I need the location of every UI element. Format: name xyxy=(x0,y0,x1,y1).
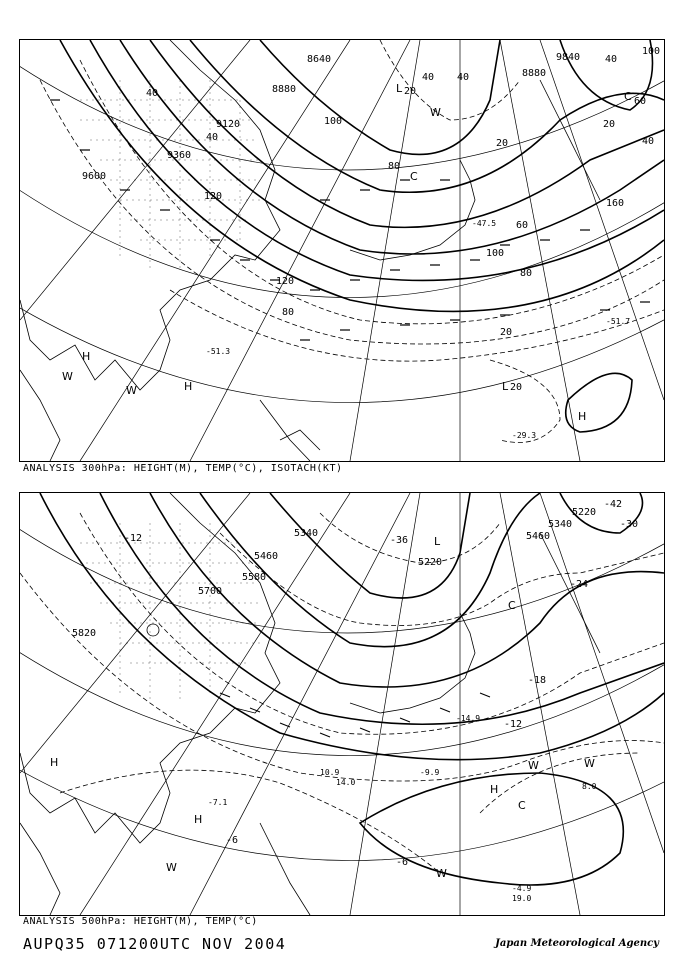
cold-marker: C xyxy=(518,799,526,812)
station-value: 19.0 xyxy=(512,894,532,903)
height-label: 8880 xyxy=(272,84,297,95)
coastline xyxy=(20,493,600,915)
isotach-label: 100 xyxy=(642,46,661,57)
isotach-label: 100 xyxy=(324,116,343,127)
warm-marker: W xyxy=(62,370,73,383)
temp-label: -30 xyxy=(620,519,639,530)
station-value: 14.0 xyxy=(336,778,356,787)
high-marker: H xyxy=(578,410,587,423)
temp-label: -6 xyxy=(226,835,239,846)
caption-500hpa: ANALYSIS 500hPa: HEIGHT(M), TEMP(°C) xyxy=(23,916,258,927)
isotach-label: 100 xyxy=(486,248,505,259)
high-marker: H xyxy=(194,813,203,826)
isotach-label: 60 xyxy=(634,96,647,107)
warm-marker: W xyxy=(166,861,177,874)
height-label: 8880 xyxy=(522,68,547,79)
isotach-label: 120 xyxy=(204,191,223,202)
height-label: 5820 xyxy=(72,628,97,639)
isotach-label: 20 xyxy=(500,327,513,338)
warm-marker: W xyxy=(126,384,137,397)
temp-label: -42 xyxy=(604,499,623,510)
isotach-label: 160 xyxy=(606,198,625,209)
low-value: 20 xyxy=(510,382,523,393)
caption-300hpa: ANALYSIS 300hPa: HEIGHT(M), TEMP(°C), ISOTACH(KT) xyxy=(23,463,343,474)
height-label: 9600 xyxy=(82,171,107,182)
height-label: 5340 xyxy=(548,519,573,530)
chart-code-datetime: AUPQ35 071200UTC NOV 2004 xyxy=(23,935,287,953)
station-value: 10.9 xyxy=(320,768,340,777)
height-label: 5460 xyxy=(526,531,551,542)
isotach-label: 20 xyxy=(603,119,616,130)
isotach-label: 40 xyxy=(146,88,159,99)
station-value: -14.9 xyxy=(456,714,481,723)
cold-marker: C xyxy=(508,599,516,612)
height-label: 5700 xyxy=(198,586,223,597)
height-label: 5340 xyxy=(294,528,319,539)
temp-label: -12 xyxy=(124,533,143,544)
chart-300hpa-map xyxy=(20,40,664,461)
temp-label: -51.3 xyxy=(206,347,231,356)
station-value: 8.0 xyxy=(582,782,597,791)
temp-label: -6 xyxy=(396,857,409,868)
chart-500hpa-map xyxy=(20,493,664,915)
temperature-contours xyxy=(20,513,664,873)
height-label: 5580 xyxy=(242,572,267,583)
temp-label: -29.3 xyxy=(512,431,537,440)
height-label: 5460 xyxy=(254,551,279,562)
height-label: 9360 xyxy=(167,150,192,161)
wind-barbs xyxy=(50,100,650,340)
height-label: 8640 xyxy=(307,54,332,65)
low-marker: L xyxy=(502,380,509,393)
high-marker: H xyxy=(184,380,193,393)
station-value: -9.9 xyxy=(420,768,440,777)
warm-marker: W xyxy=(528,759,539,772)
warm-marker: W xyxy=(436,867,447,880)
station-plots xyxy=(220,693,490,737)
high-marker: H xyxy=(50,756,59,769)
warm-marker: W xyxy=(584,757,595,770)
height-label: 5220 xyxy=(572,507,597,518)
temp-label: -12 xyxy=(504,719,523,730)
chart-300hpa xyxy=(19,39,665,462)
height-label: 5220 xyxy=(418,557,443,568)
graticule xyxy=(20,40,664,461)
cold-marker: C xyxy=(410,170,418,183)
temp-label: -24 xyxy=(570,579,589,590)
isotach-label: 40 xyxy=(457,72,470,83)
low-value: 20 xyxy=(404,86,417,97)
graticule xyxy=(20,493,664,915)
isotach-label: 60 xyxy=(516,220,529,231)
isotach-label: 80 xyxy=(388,161,401,172)
low-marker: L xyxy=(396,82,403,95)
chart-500hpa xyxy=(19,492,665,916)
low-marker: L xyxy=(434,535,441,548)
temp-label: -47.5 xyxy=(472,219,497,228)
isotach-label: 40 xyxy=(422,72,435,83)
isotach-label: 20 xyxy=(496,138,509,149)
cold-marker: C xyxy=(624,90,632,103)
station-value: -4.9 xyxy=(512,884,532,893)
high-marker: H xyxy=(490,783,499,796)
temp-label: -51.7 xyxy=(606,317,631,326)
isotach-label: 40 xyxy=(605,54,618,65)
isotach-label: 120 xyxy=(276,276,295,287)
coastline xyxy=(20,40,600,461)
high-marker: H xyxy=(82,350,91,363)
temp-label: -36 xyxy=(390,535,409,546)
isotach-label: 80 xyxy=(520,268,533,279)
station-value: -7.1 xyxy=(208,798,228,807)
height-label: 9120 xyxy=(216,119,241,130)
isotach-label: 80 xyxy=(282,307,295,318)
temp-label: -18 xyxy=(528,675,547,686)
isotach-label: 40 xyxy=(206,132,219,143)
height-label: 9840 xyxy=(556,52,581,63)
isotach-label: 40 xyxy=(642,136,655,147)
agency-credit: Japan Meteorological Agency xyxy=(495,938,659,949)
height-contours xyxy=(40,493,664,885)
warm-marker: W xyxy=(430,106,441,119)
